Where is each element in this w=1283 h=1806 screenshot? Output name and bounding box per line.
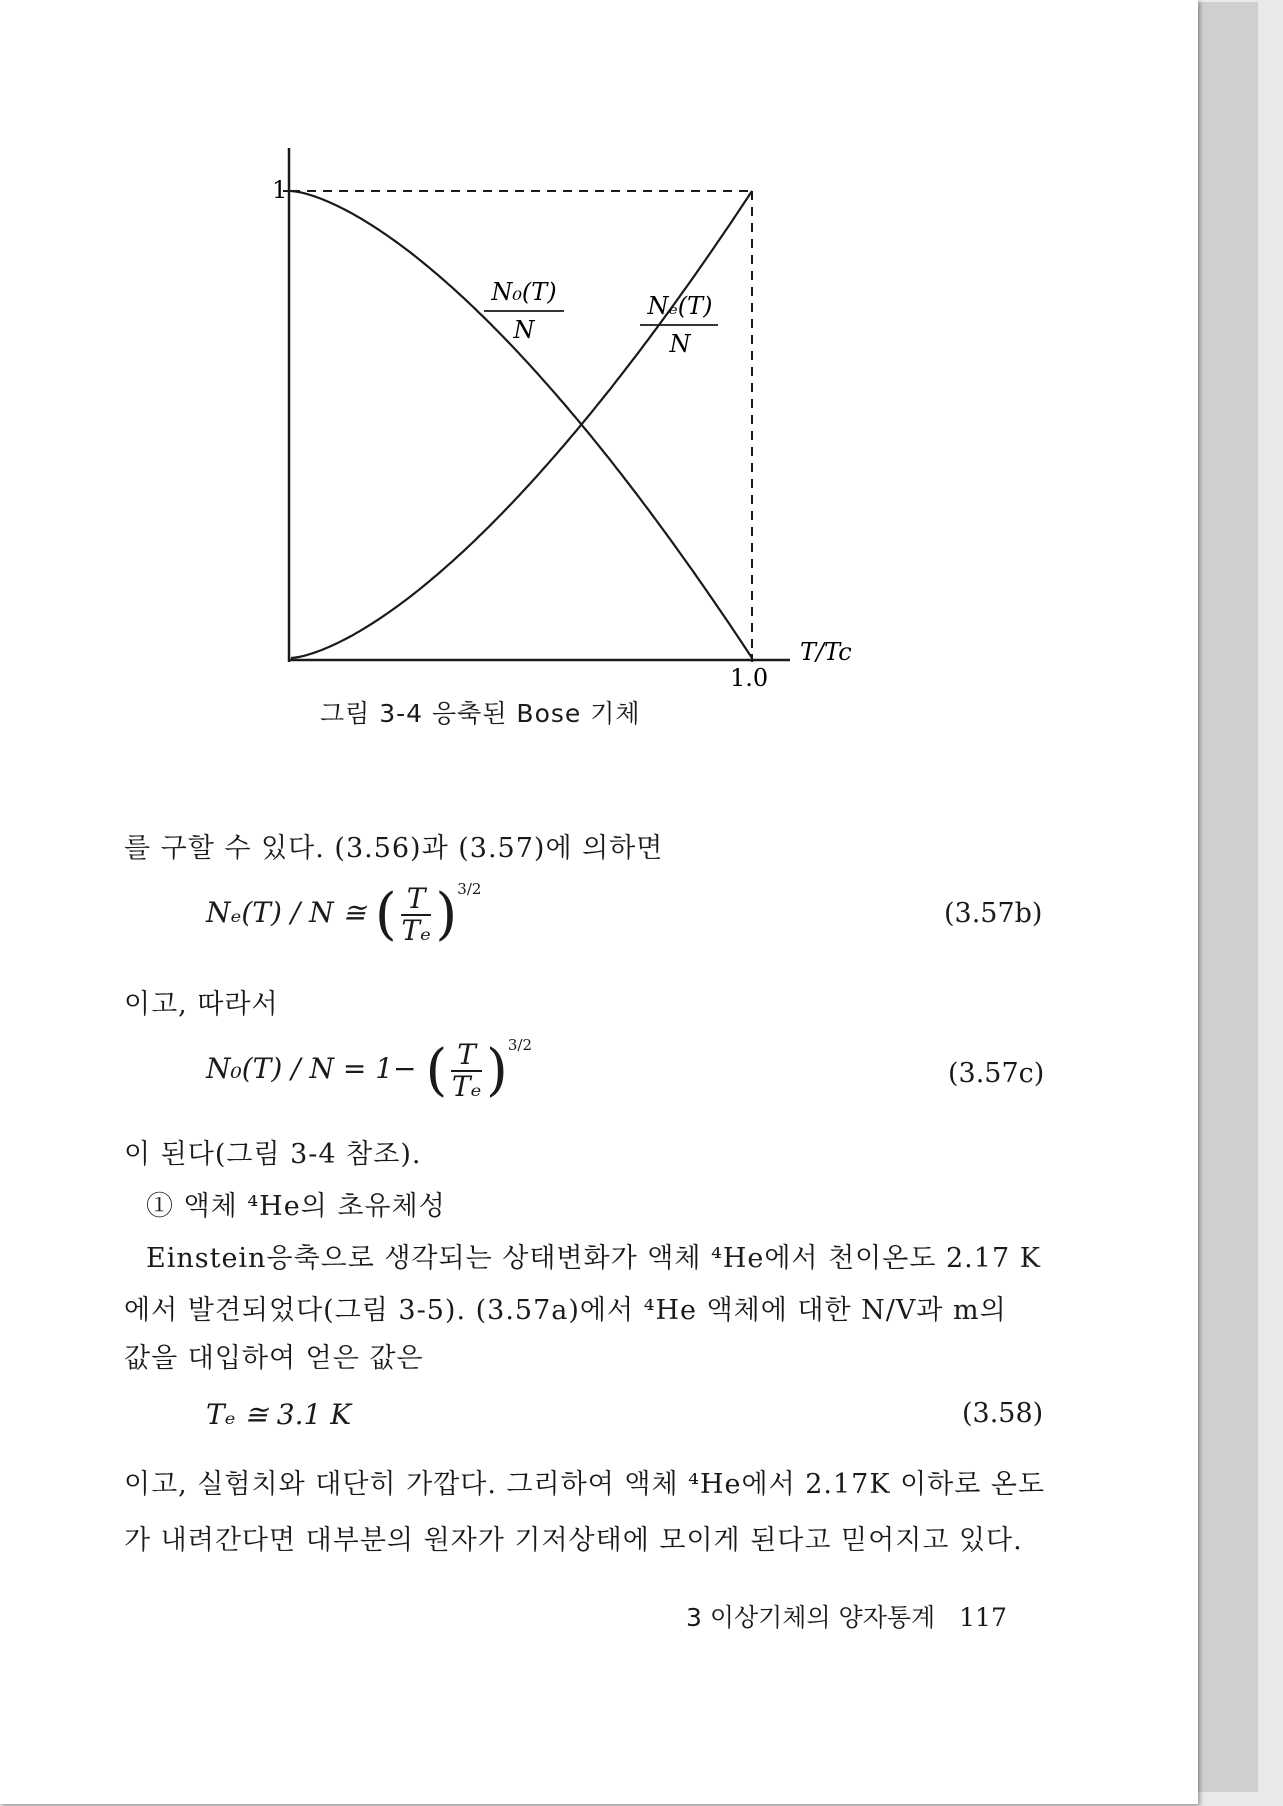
excited-label-numerator: Nₑ(T) — [647, 292, 713, 320]
running-footer — [686, 1598, 1007, 1634]
y-tick-label: 1 — [272, 176, 288, 204]
equation-357b-lhs: Nₑ(T) / N ≅ — [206, 896, 366, 929]
exponent: 3/2 — [507, 1036, 532, 1054]
left-paren: ( — [374, 882, 397, 947]
right-paren: ) — [435, 882, 458, 947]
page-number: 117 — [959, 1603, 1007, 1632]
condensate-fraction-curve — [291, 191, 752, 658]
body-line-5: Einstein응축으로 생각되는 상태변화가 액체 ⁴He에서 천이온도 2.17 K — [146, 1243, 1041, 1274]
body-line-7: 값을 대입하여 얻은 값은 — [124, 1343, 424, 1374]
equation-358 — [206, 1398, 351, 1431]
fraction-denominator: Tₑ — [451, 1069, 482, 1103]
figure-caption: 그림 3-4 응축된 Bose 기체 — [320, 699, 641, 728]
condensate-label-numerator: N₀(T) — [491, 278, 557, 306]
body-line-1: 를 구할 수 있다. (3.56)과 (3.57)에 의하면 — [124, 833, 664, 864]
x-tick-label: 1.0 — [730, 664, 769, 692]
equation-358-expr: Tₑ ≅ 3.1 K — [206, 1398, 352, 1431]
body-line-8: 이고, 실험치와 대단히 가깝다. 그리하여 액체 ⁴He에서 2.17K 이하로 온도 — [124, 1469, 1046, 1500]
section-heading: ① 액체 ⁴He의 초유체성 — [146, 1191, 446, 1222]
body-line-6: 에서 발견되었다(그림 3-5). (3.57a)에서 ⁴He 액체에 대한 N/V과 m의 — [124, 1295, 1007, 1326]
body-line-3: 이 된다(그림 3-4 참조). — [124, 1139, 422, 1170]
fraction — [401, 884, 432, 945]
body-line-9: 가 내려간다면 대부분의 원자가 기저상태에 모이게 된다고 믿어지고 있다. — [124, 1525, 1023, 1556]
x-axis-label: T/Tc — [800, 638, 852, 666]
right-paren: ) — [485, 1038, 508, 1103]
page-edge — [1198, 2, 1258, 1792]
condensate-label-denominator: N — [513, 316, 535, 344]
equation-357c — [206, 1036, 532, 1103]
exponent: 3/2 — [457, 880, 482, 898]
equation-number-357c: (3.57c) — [948, 1058, 1045, 1089]
left-paren: ( — [425, 1038, 448, 1103]
excited-fraction-curve — [291, 191, 752, 658]
fraction-numerator: T — [451, 1040, 482, 1071]
equation-number-358: (3.58) — [962, 1398, 1044, 1429]
fraction-numerator: T — [401, 884, 432, 915]
equation-357b — [206, 880, 481, 947]
excited-label-denominator: N — [669, 330, 691, 358]
fraction — [451, 1040, 482, 1101]
bose-condensation-figure — [0, 0, 1198, 760]
equation-357c-lhs: N₀(T) / N = 1− — [206, 1052, 417, 1085]
chapter-title: 3 이상기체의 양자통계 — [686, 1603, 936, 1632]
body-line-2: 이고, 따라서 — [124, 989, 279, 1020]
fraction-denominator: Tₑ — [401, 913, 431, 947]
equation-number-357b: (3.57b) — [944, 898, 1043, 929]
